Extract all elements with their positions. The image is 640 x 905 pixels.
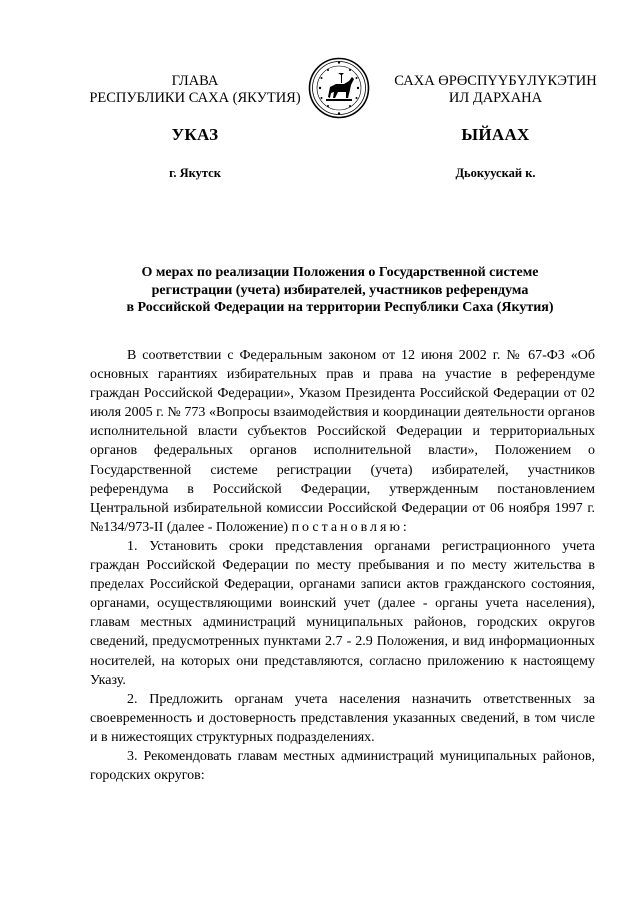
- clause-1: 1. Установить сроки представления органами регистрационного учета граждан Российской Федерации по месту пребывания и по месту жительства в пределах Российской Федерации, органами записи актов гражданского состояния, органами, осуществляющими воинский учет (далее - органы учета населения), главам местных администраций муниципальных районов, городских округов сведений, предусмотренных пунктами 2.7 - 2.9 Положения, и вид информационных носителей, на которых они представляются, согласно приложению к настоящему Указу.: [90, 538, 595, 688]
- preamble-paragraph: [90, 346, 595, 537]
- city-sah: Дьокуускай к.: [455, 166, 536, 180]
- issuer-title-ru: ГЛАВА: [171, 73, 219, 89]
- preamble-text: В соответствии с Федеральным законом от 12 июня 2002 г. № 67-ФЗ «Об основных гарантиях избирательных прав и права на участие в референдуме граждан Российской Федерации», Указом Президента Российской Федерации от 02 июля 2005 г. № 773 «Вопросы взаимодействия и координации деятельности органов исполнительной власти субъектов Российской Федерации и территориальных органов федеральных органов исполнительной власти», Положением о Государственной системе регистрации (учета) избирателей, участников референдума в Российской Федерации, утвержденным постановлением Центральной избирательной комиссии Российской Федерации от 06 ноября 1997 г. №134/973-II (далее - Положение): [90, 348, 595, 535]
- coat-of-arms-emblem-icon: [308, 57, 370, 119]
- decree-word: постановляю:: [291, 519, 410, 535]
- doc-type-ru: УКАЗ: [171, 125, 219, 144]
- title-line: в Российской Федерации на территории Республики Саха (Якутия): [126, 300, 554, 315]
- city-ru: г. Якутск: [169, 166, 221, 180]
- document-body: [90, 346, 595, 785]
- issuer-republic-sah: САХА ӨРӨСПҮҮБҮЛҮКЭТИН: [394, 73, 597, 89]
- issuer-header-sah: [388, 73, 603, 107]
- doc-type-sah: ЫЙААХ: [461, 125, 530, 144]
- clause-2: 2. Предложить органам учета населения назначить ответственных за своевременность и достоверность представления указанных сведений, в том числе и в нижестоящих структурных подразделениях.: [90, 691, 595, 745]
- clause-3: 3. Рекомендовать главам местных администраций муниципальных районов, городских округов:: [90, 748, 595, 784]
- issuer-header-ru: [80, 73, 310, 107]
- title-line: регистрации (учета) избирателей, участников референдума: [151, 282, 529, 298]
- title-line: О мерах по реализации Положения о Государственной системе: [141, 265, 539, 280]
- document-title: [80, 264, 600, 317]
- issuer-title-sah: ИЛ ДАРХАНА: [448, 90, 543, 106]
- issuer-republic-ru: РЕСПУБЛИКИ САХА (ЯКУТИЯ): [89, 90, 301, 106]
